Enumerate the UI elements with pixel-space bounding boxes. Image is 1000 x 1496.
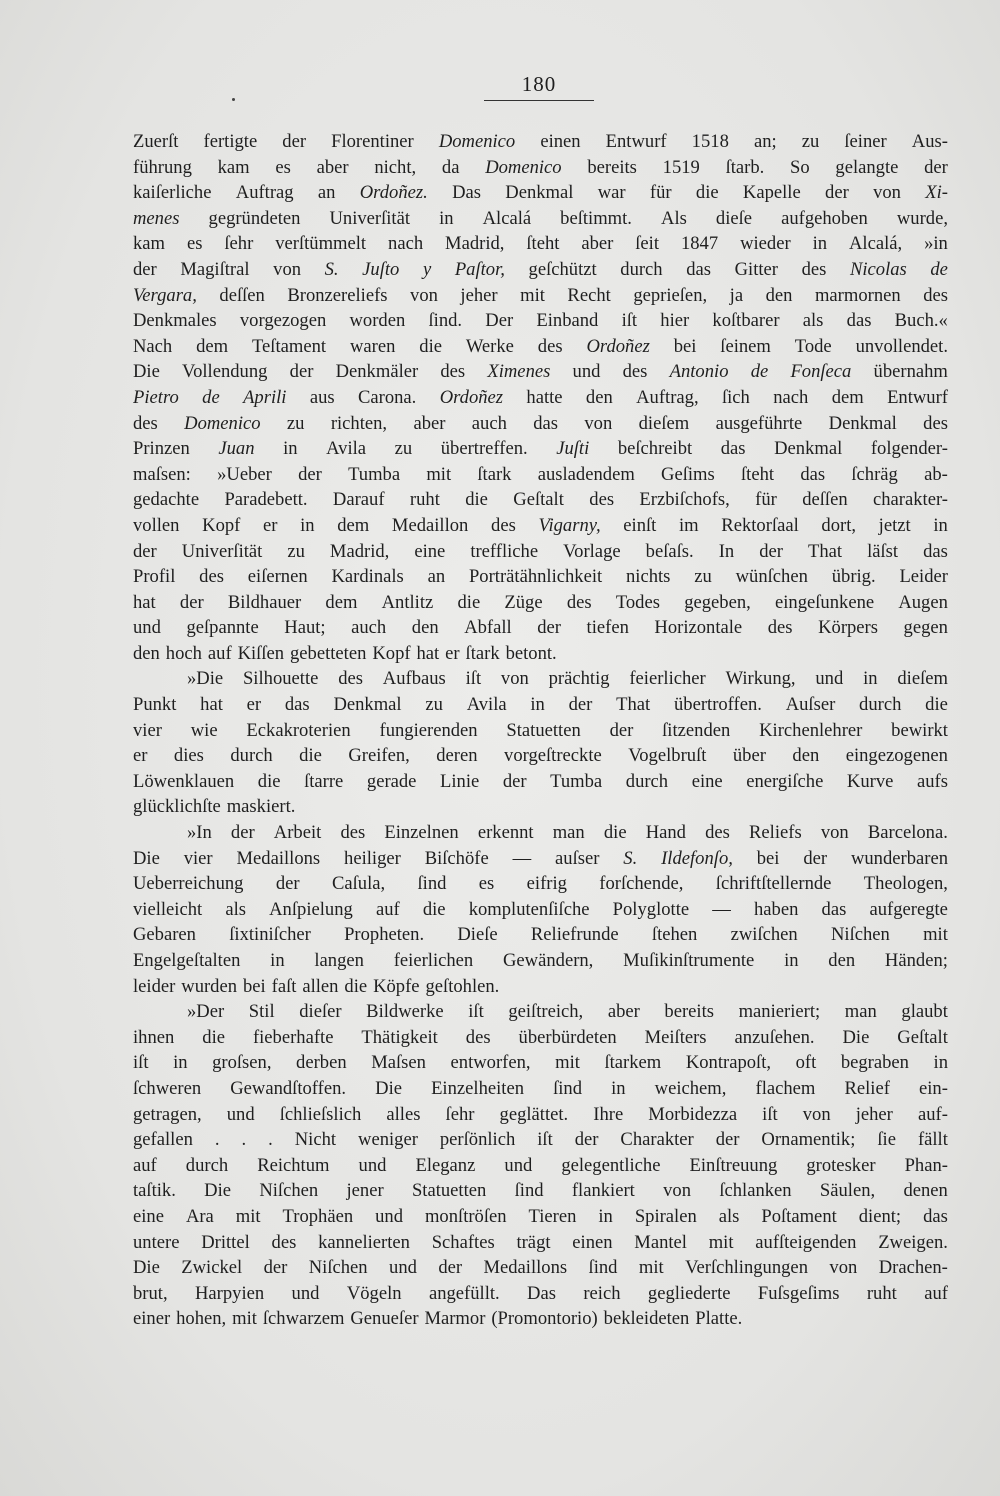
text-line: vier wie Eckakroterien fungierenden Statuetten der ſitzenden Kirchenlehrer bewirkt <box>133 719 948 741</box>
text-line: kaiſerliche Auftrag an Ordoñez. Das Denkmal war für die Kapelle der von Xi- <box>133 182 948 204</box>
text-line: Denkmales vorgezogen worden ſind. Der Einband iſt hier koſtbarer als das Buch.« <box>133 310 948 332</box>
text-line: Die Vollendung der Denkmäler des Ximenes und des Antonio de Fonſeca übernahm <box>133 361 948 383</box>
text-line: ſchweren Gewandſtoffen. Die Einzelheiten ſind in weichem, flachem Relief ein- <box>133 1077 948 1099</box>
text-line: hat der Bildhauer dem Antlitz die Züge des Todes gegeben, eingeſunkene Augen <box>133 591 948 613</box>
text-line: Die Zwickel der Niſchen und der Medaillons ſind mit Verſchlingungen von Drachen- <box>133 1257 948 1279</box>
text-line: des Domenico zu richten, aber auch das von dieſem ausgeführte Denkmal des <box>133 412 948 434</box>
text-line: Profil des eiſernen Kardinals an Porträtähnlichkeit nichts zu wünſchen übrig. Leider <box>133 566 948 588</box>
text-line: »In der Arbeit des Einzelnen erkennt man die Hand des Reliefs von Barcelona. <box>187 822 948 844</box>
text-line: gefallen . . . Nicht weniger perſönlich iſt der Charakter der Ornamentik; ſie fällt <box>133 1129 948 1151</box>
text-line: menes gegründeten Univerſität in Alcalá beſtimmt. Als dieſe aufgehoben wurde, <box>133 207 948 229</box>
text-line: Die vier Medaillons heiliger Biſchöfe — auſser S. Ildefonſo, bei der wunderbaren <box>133 847 948 869</box>
text-line: den hoch auf Kiſſen gebetteten Kopf hat er ſtark betont. <box>133 642 557 664</box>
text-line: kam es ſehr verſtümmelt nach Madrid, ſteht aber ſeit 1847 wieder in Alcalá, »in <box>133 233 948 255</box>
paragraph <box>133 666 948 820</box>
text-line: iſt in groſsen, derben Maſsen entworfen, mit ſtarkem Kontrapoſt, oft begraben in <box>133 1052 948 1074</box>
text-line: vielleicht als Anſpielung auf die komplutenſiſche Polyglotte — haben das aufgeregte <box>133 898 948 920</box>
text-line: einer hohen, mit ſchwarzem Genueſer Marmor (Promontorio) bekleideten Platte. <box>133 1308 743 1330</box>
text-line: Ueberreichung der Caſula, ſind es eifrig forſchende, ſchriftſtellernde Theologen, <box>133 873 948 895</box>
text-line: Pietro de Aprili aus Carona. Ordoñez hatte den Auftrag, ſich nach dem Entwurf <box>133 386 948 408</box>
print-speck <box>232 98 235 101</box>
text-line: Nach dem Teſtament waren die Werke des Ordoñez bei ſeinem Tode unvollendet. <box>133 335 948 357</box>
text-line: Punkt hat er das Denkmal zu Avila in der That übertroffen. Auſser durch die <box>133 694 948 716</box>
text-line: Gebaren ſixtiniſcher Propheten. Dieſe Reliefrunde ſtehen zwiſchen Niſchen mit <box>133 924 948 946</box>
text-line: taſtik. Die Niſchen jener Statuetten ſind flankiert von ſchlanken Säulen, denen <box>133 1180 948 1202</box>
text-line: eine Ara mit Trophäen und monſtröſen Tieren in Spiralen als Poſtament dient; das <box>133 1205 948 1227</box>
text-line: der Magiſtral von S. Juſto y Paſtor, geſchützt durch das Gitter des Nicolas de <box>133 258 948 280</box>
text-line: getragen, und ſchlieſslich alles ſehr geglättet. Ihre Morbidezza iſt von jeher auf- <box>133 1103 948 1125</box>
text-line: glücklichſte maskiert. <box>133 796 296 818</box>
paragraph <box>133 129 948 666</box>
text-line: vollen Kopf er in dem Medaillon des Vigarny, einſt im Rektorſaal dort, jetzt in <box>133 514 948 536</box>
text-line: Engelgeſtalten in langen feierlichen Gewändern, Muſikinſtrumente in den Händen; <box>133 950 948 971</box>
text-line: und geſpannte Haut; auch den Abfall der tiefen Horizontale des Körpers gegen <box>133 617 948 639</box>
text-line: gedachte Paradebett. Darauf ruht die Geſtalt des Erzbiſchofs, für deſſen charakter- <box>133 489 948 511</box>
text-line: untere Drittel des kannelierten Schaftes trägt einen Mantel mit aufſteigenden Zweigen. <box>133 1231 948 1253</box>
header-rule <box>484 100 594 101</box>
text-line: der Univerſität zu Madrid, eine treffliche Vorlage beſaſs. In der That läſst das <box>133 540 948 562</box>
page-number: 180 <box>521 72 557 96</box>
text-line: Löwenklauen die ſtarre gerade Linie der Tumba durch eine energiſche Kurve aufs <box>133 770 948 792</box>
text-line: Prinzen Juan in Avila zu übertreffen. Juſti beſchreibt das Denkmal folgender- <box>133 438 948 460</box>
text-line: Zuerſt fertigte der Florentiner Domenico einen Entwurf 1518 an; zu ſeiner Aus- <box>133 131 948 152</box>
text-line: ihnen die fieberhafte Thätigkeit des überbürdeten Meiſters anzuſehen. Die Geſtalt <box>133 1026 948 1048</box>
text-line: »Der Stil dieſer Bildwerke iſt geiſtreich, aber bereits manieriert; man glaubt <box>187 1001 948 1023</box>
text-line: brut, Harpyien und Vögeln angefüllt. Das reich gegliederte Fuſsgeſims ruht auf <box>133 1282 948 1304</box>
text-line: führung kam es aber nicht, da Domenico bereits 1519 ſtarb. So gelangte der <box>133 156 948 178</box>
text-line: Vergara, deſſen Bronzereliefs von jeher mit Recht geprieſen, ja den marmornen des <box>133 284 948 306</box>
text-line: leider wurden bei faſt allen die Köpfe geſtohlen. <box>133 975 500 997</box>
text-line: er dies durch die Greifen, deren vorgeſtreckte Vogelbruſt über den eingezogenen <box>133 745 948 767</box>
text-line: »Die Silhouette des Aufbaus iſt von prächtig feierlicher Wirkung, und in dieſem <box>187 668 948 690</box>
text-line: auf durch Reichtum und Eleganz und gelegentliche Einſtreuung grotesker Phan- <box>133 1154 948 1176</box>
paragraph <box>133 820 948 999</box>
text-line: maſsen: »Ueber der Tumba mit ſtark ausladendem Geſims ſteht das ſchräg ab- <box>133 463 948 485</box>
paragraph <box>133 999 948 1332</box>
body-text <box>133 129 948 1332</box>
